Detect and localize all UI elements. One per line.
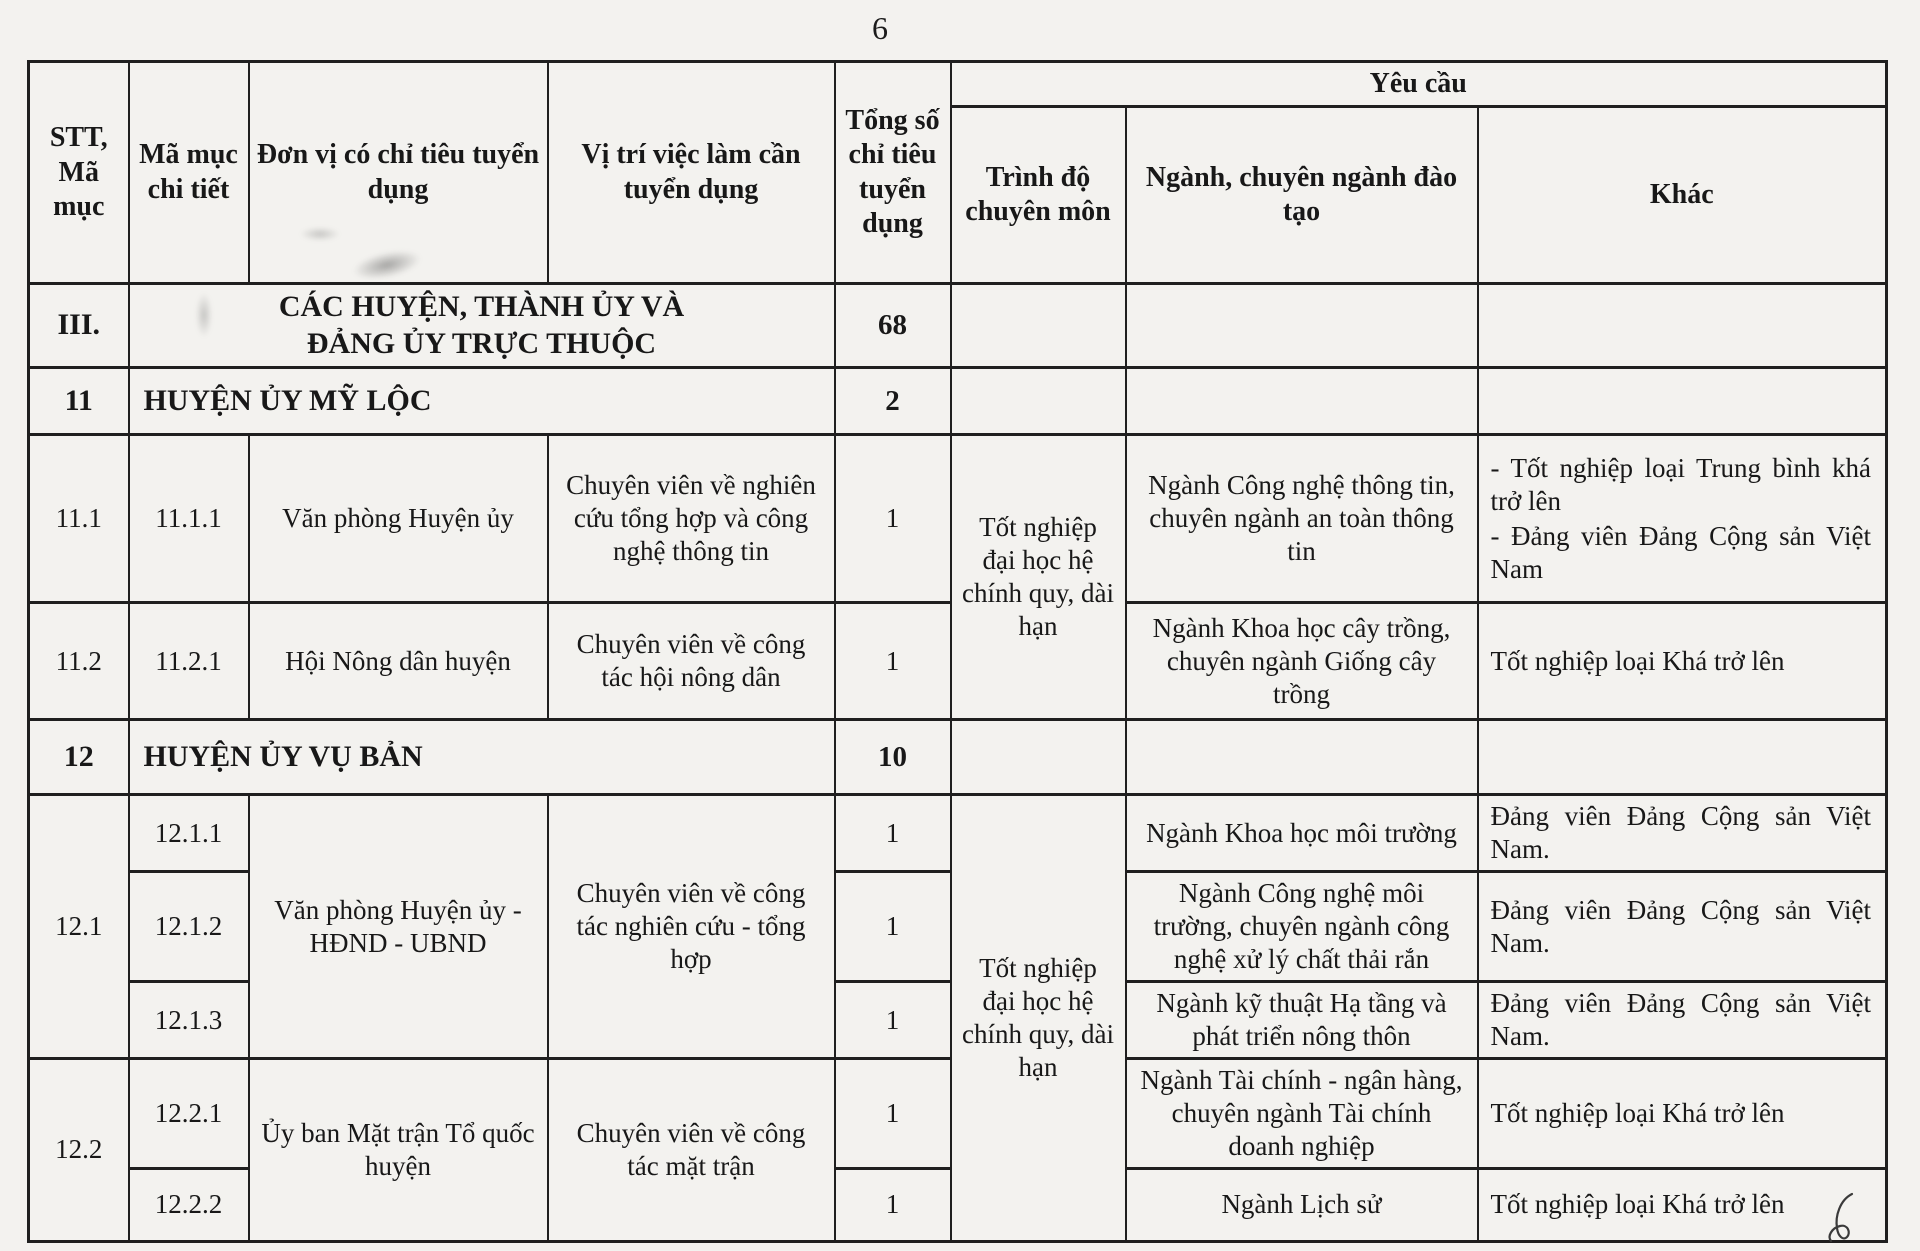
cell-total: 10 [835, 720, 951, 795]
header-stt: STT, Mã mục [29, 62, 129, 284]
cell-stt: III. [29, 284, 129, 368]
cell-total: 2 [835, 368, 951, 435]
cell-unit: Hội Nông dân huyện [249, 603, 548, 720]
cell-other: Đảng viên Đảng Cộng sản Việt Nam. [1478, 982, 1887, 1059]
cell-major [1126, 284, 1478, 368]
cell-degree [951, 368, 1126, 435]
cell-total: 68 [835, 284, 951, 368]
cell-count: 1 [835, 1168, 951, 1241]
header-yeu-cau: Yêu cầu [951, 62, 1887, 107]
cell-stt: 12.2 [29, 1058, 129, 1241]
cell-major: Ngành kỹ thuật Hạ tầng và phát triển nông thôn [1126, 982, 1478, 1059]
cell-stt: 11 [29, 368, 129, 435]
recruitment-table [27, 60, 1888, 1243]
cell-count: 1 [835, 603, 951, 720]
cell-degree [951, 720, 1126, 795]
cell-major: Ngành Khoa học môi trường [1126, 795, 1478, 872]
cell-unit: Ủy ban Mặt trận Tổ quốc huyện [249, 1058, 548, 1241]
table-row-11-1 [29, 435, 1887, 603]
section-row-iii [29, 284, 1887, 368]
signature-mark [1822, 1190, 1868, 1246]
cell-major: Ngành Khoa học cây trồng, chuyên ngành Giống cây trồng [1126, 603, 1478, 720]
cell-other: Tốt nghiệp loại Khá trở lên [1478, 603, 1887, 720]
cell-other [1478, 720, 1887, 795]
cell-major [1126, 368, 1478, 435]
header-khac: Khác [1478, 107, 1887, 284]
cell-count: 1 [835, 982, 951, 1059]
cell-major: Ngành Công nghệ thông tin, chuyên ngành an toàn thông tin [1126, 435, 1478, 603]
header-ma-muc-chi-tiet: Mã mục chi tiết [129, 62, 249, 284]
cell-stt: 11.2 [29, 603, 129, 720]
other-line: - Tốt nghiệp loại Trung bình khá trở lên [1490, 452, 1872, 516]
section-row-11 [29, 368, 1887, 435]
cell-position: Chuyên viên về nghiên cứu tổng hợp và công nghệ thông tin [548, 435, 835, 603]
cell-count: 1 [835, 1058, 951, 1168]
section-title-text: CÁC HUYỆN, THÀNH ỦY VÀ ĐẢNG ỦY TRỰC THUỘC [278, 290, 685, 360]
cell-degree [951, 284, 1126, 368]
header-trinh-do: Trình độ chuyên môn [951, 107, 1126, 284]
cell-count: 1 [835, 435, 951, 603]
cell-other [1478, 435, 1887, 603]
cell-other: Tốt nghiệp loại Khá trở lên [1478, 1168, 1887, 1241]
cell-section-title: HUYỆN ỦY VỤ BẢN [129, 720, 835, 795]
header-vi-tri: Vị trí việc làm cần tuyển dụng [548, 62, 835, 284]
cell-other: Tốt nghiệp loại Khá trở lên [1478, 1058, 1887, 1168]
table-header-row [29, 62, 1887, 107]
cell-other [1478, 284, 1887, 368]
cell-code: 12.2.1 [129, 1058, 249, 1168]
cell-other: Đảng viên Đảng Cộng sản Việt Nam. [1478, 872, 1887, 982]
cell-major: Ngành Lịch sử [1126, 1168, 1478, 1241]
cell-degree: Tốt nghiệp đại học hệ chính quy, dài hạn [951, 795, 1126, 1241]
cell-major: Ngành Công nghệ môi trường, chuyên ngành công nghệ xử lý chất thải rắn [1126, 872, 1478, 982]
signature-stroke [1830, 1194, 1852, 1241]
cell-section-title: HUYỆN ỦY MỸ LỘC [129, 368, 835, 435]
other-line: - Đảng viên Đảng Cộng sản Việt Nam [1490, 520, 1872, 584]
header-nganh: Ngành, chuyên ngành đào tạo [1126, 107, 1478, 284]
cell-position: Chuyên viên về công tác hội nông dân [548, 603, 835, 720]
cell-code: 11.2.1 [129, 603, 249, 720]
table-row-12-1-1 [29, 795, 1887, 872]
cell-code: 12.2.2 [129, 1168, 249, 1241]
cell-major [1126, 720, 1478, 795]
section-row-12 [29, 720, 1887, 795]
cell-major: Ngành Tài chính - ngân hàng, chuyên ngành Tài chính doanh nghiệp [1126, 1058, 1478, 1168]
cell-unit: Văn phòng Huyện ủy [249, 435, 548, 603]
cell-stt: 11.1 [29, 435, 129, 603]
cell-section-title [129, 284, 835, 368]
cell-code: 12.1.2 [129, 872, 249, 982]
cell-position: Chuyên viên về công tác mặt trận [548, 1058, 835, 1241]
cell-other: Đảng viên Đảng Cộng sản Việt Nam. [1478, 795, 1887, 872]
cell-code: 12.1.1 [129, 795, 249, 872]
header-don-vi: Đơn vị có chỉ tiêu tuyển dụng [249, 62, 548, 284]
cell-stt: 12 [29, 720, 129, 795]
header-tong-so: Tổng số chỉ tiêu tuyển dụng [835, 62, 951, 284]
cell-other [1478, 368, 1887, 435]
cell-stt: 12.1 [29, 795, 129, 1059]
cell-position: Chuyên viên về công tác nghiên cứu - tổng hợp [548, 795, 835, 1059]
cell-count: 1 [835, 795, 951, 872]
cell-degree: Tốt nghiệp đại học hệ chính quy, dài hạn [951, 435, 1126, 720]
cell-count: 1 [835, 872, 951, 982]
cell-code: 12.1.3 [129, 982, 249, 1059]
page-number: 6 [872, 10, 888, 46]
cell-unit: Văn phòng Huyện ủy - HĐND - UBND [249, 795, 548, 1059]
cell-code: 11.1.1 [129, 435, 249, 603]
